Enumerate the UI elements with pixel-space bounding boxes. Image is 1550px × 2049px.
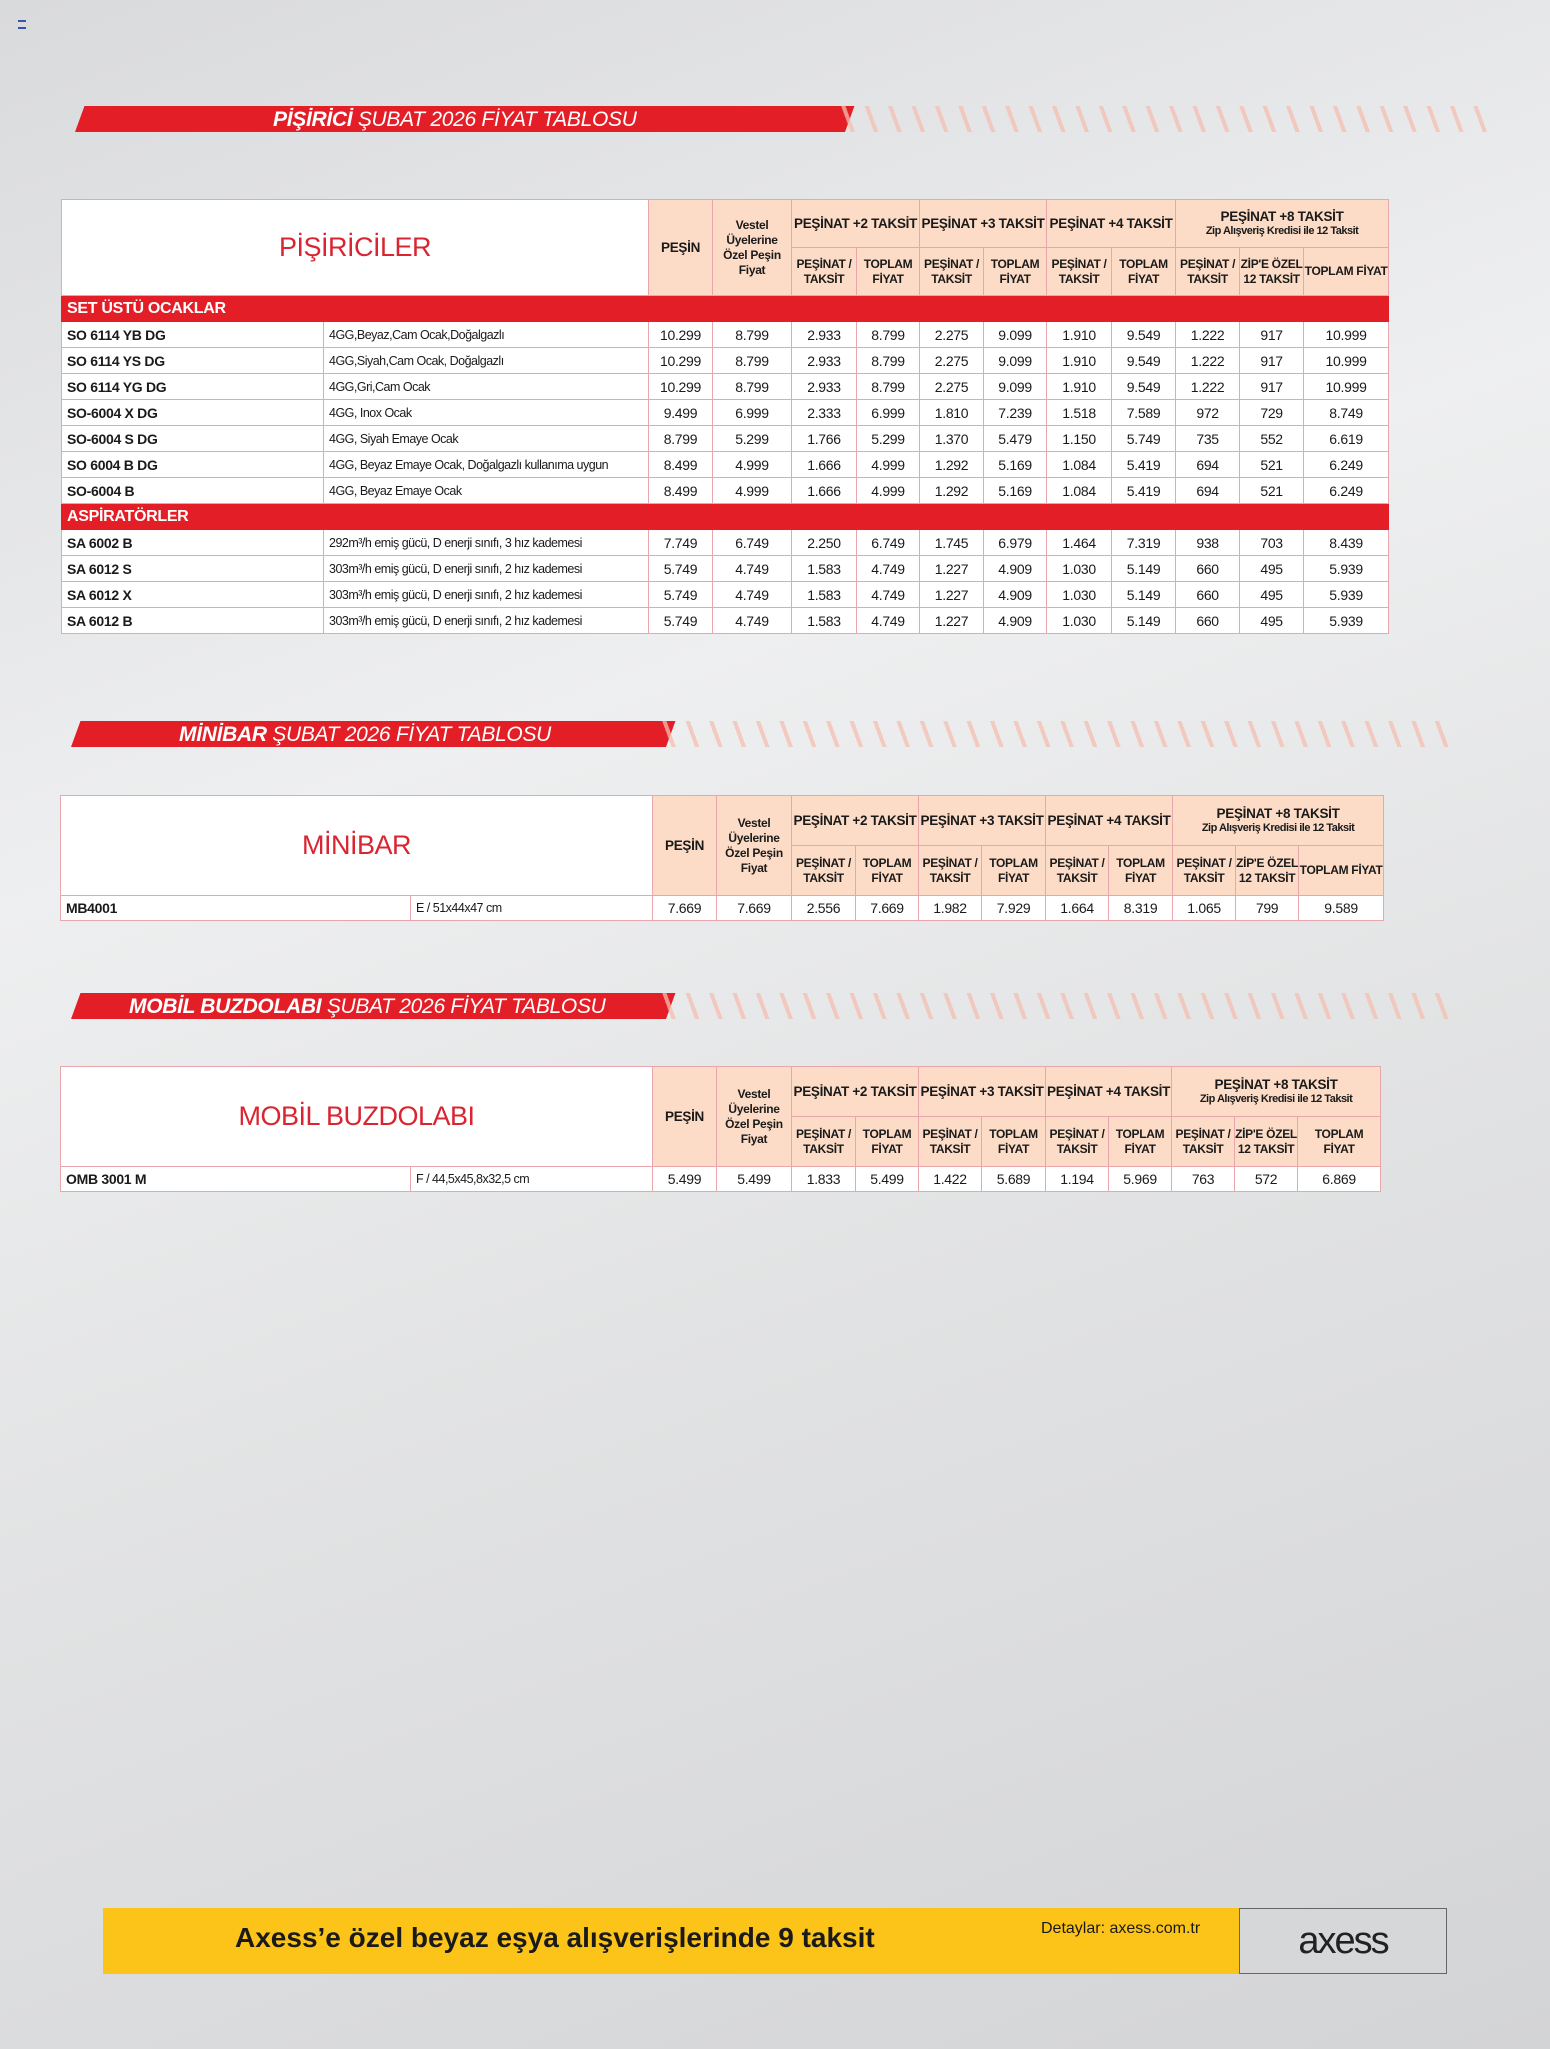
table-row bbox=[62, 374, 1389, 400]
column-subheader: ZİP'E ÖZEL 12 TAKSİT bbox=[1235, 1117, 1298, 1167]
price-cell: 9.099 bbox=[984, 374, 1047, 400]
column-group-header: PEŞİNAT +4 TAKSİT bbox=[1046, 796, 1173, 846]
column-subheader: TOPLAM FİYAT bbox=[1109, 846, 1173, 896]
price-cell: 5.499 bbox=[856, 1167, 919, 1192]
column-group-header bbox=[1173, 796, 1384, 846]
group-label: PEŞİNAT +8 TAKSİT bbox=[1216, 805, 1340, 821]
price-cell: 660 bbox=[1176, 556, 1240, 582]
model-name: MB4001 bbox=[61, 896, 411, 921]
price-cell: 5.939 bbox=[1304, 608, 1389, 634]
model-name: OMB 3001 M bbox=[61, 1167, 411, 1192]
column-group-header: PEŞİNAT +2 TAKSİT bbox=[792, 1067, 919, 1117]
price-cell: 1.292 bbox=[920, 478, 984, 504]
column-subheader: PEŞİNAT / TAKSİT bbox=[1046, 846, 1109, 896]
price-cell: 5.299 bbox=[713, 426, 792, 452]
column-subheader: TOPLAM FİYAT bbox=[982, 1117, 1046, 1167]
group-sublabel: Zip Alışveriş Kredisi ile 12 Taksit bbox=[1199, 1092, 1353, 1105]
banner-title-bold: PİŞİRİCİ bbox=[273, 108, 353, 131]
price-cell: 10.999 bbox=[1304, 348, 1389, 374]
model-description: 4GG, Beyaz Emaye Ocak, Doğalgazlı kullanıma uygun bbox=[324, 452, 649, 478]
model-description: 292m³/h emiş gücü, D enerji sınıfı, 3 hız kademesi bbox=[324, 530, 649, 556]
column-group-header: PEŞİNAT +3 TAKSİT bbox=[919, 1067, 1046, 1117]
column-subheader: PEŞİNAT / TAKSİT bbox=[792, 248, 857, 296]
price-cell: 5.169 bbox=[984, 478, 1047, 504]
price-cell: 1.766 bbox=[792, 426, 857, 452]
table-title: MOBİL BUZDOLABI bbox=[61, 1067, 653, 1167]
column-subheader: TOPLAM FİYAT bbox=[857, 248, 920, 296]
column-subheader: TOPLAM FİYAT bbox=[1298, 1117, 1381, 1167]
model-name: SO 6004 B DG bbox=[62, 452, 324, 478]
price-cell: 1.222 bbox=[1176, 322, 1240, 348]
price-cell: 7.669 bbox=[653, 896, 717, 921]
price-cell: 1.810 bbox=[920, 400, 984, 426]
model-description: 4GG, Siyah Emaye Ocak bbox=[324, 426, 649, 452]
column-subheader: TOPLAM FİYAT bbox=[1299, 846, 1384, 896]
pisirici-price-table bbox=[61, 199, 1389, 634]
table-row bbox=[62, 400, 1389, 426]
price-cell: 729 bbox=[1240, 400, 1304, 426]
price-cell: 1.422 bbox=[919, 1167, 982, 1192]
price-cell: 2.556 bbox=[792, 896, 856, 921]
price-cell: 8.319 bbox=[1109, 896, 1173, 921]
price-cell: 703 bbox=[1240, 530, 1304, 556]
column-group-header: PEŞİNAT +3 TAKSİT bbox=[919, 796, 1046, 846]
banner-minibar bbox=[61, 721, 1456, 747]
table-row bbox=[62, 530, 1389, 556]
model-description: 4GG,Gri,Cam Ocak bbox=[324, 374, 649, 400]
price-cell: 5.749 bbox=[649, 556, 713, 582]
column-group-header bbox=[1176, 200, 1389, 248]
axess-logo: axess bbox=[1239, 1908, 1447, 1974]
price-cell: 4.999 bbox=[713, 452, 792, 478]
banner-pisirici bbox=[65, 106, 1495, 132]
promo-message: Axess’e özel beyaz eşya alışverişlerinde 9 taksit bbox=[235, 1922, 875, 1953]
column-subheader: PEŞİNAT / TAKSİT bbox=[1176, 248, 1240, 296]
price-cell: 2.275 bbox=[920, 348, 984, 374]
banner-title-bold: MİNİBAR bbox=[179, 723, 267, 746]
price-cell: 5.749 bbox=[1112, 426, 1176, 452]
price-cell: 8.799 bbox=[713, 348, 792, 374]
price-cell: 8.799 bbox=[713, 322, 792, 348]
model-name: SO-6004 X DG bbox=[62, 400, 324, 426]
column-group-header: PEŞİNAT +4 TAKSİT bbox=[1046, 1067, 1172, 1117]
column-subheader: PEŞİNAT / TAKSİT bbox=[1173, 846, 1236, 896]
price-cell: 8.799 bbox=[857, 348, 920, 374]
price-cell: 1.227 bbox=[920, 582, 984, 608]
price-cell: 2.250 bbox=[792, 530, 857, 556]
model-description: 303m³/h emiş gücü, D enerji sınıfı, 2 hız kademesi bbox=[324, 608, 649, 634]
section-row bbox=[62, 296, 1389, 322]
price-cell: 1.833 bbox=[792, 1167, 856, 1192]
price-cell: 1.910 bbox=[1047, 374, 1112, 400]
price-cell: 1.030 bbox=[1047, 556, 1112, 582]
price-cell: 572 bbox=[1235, 1167, 1298, 1192]
table-row bbox=[62, 556, 1389, 582]
price-cell: 2.933 bbox=[792, 322, 857, 348]
price-cell: 799 bbox=[1236, 896, 1299, 921]
price-cell: 1.464 bbox=[1047, 530, 1112, 556]
price-cell: 1.518 bbox=[1047, 400, 1112, 426]
price-cell: 495 bbox=[1240, 608, 1304, 634]
table-row bbox=[62, 426, 1389, 452]
price-cell: 4.749 bbox=[857, 556, 920, 582]
banner-mobil-buzdolabi bbox=[61, 993, 1456, 1019]
price-cell: 8.799 bbox=[649, 426, 713, 452]
model-name: SA 6012 S bbox=[62, 556, 324, 582]
table-row bbox=[62, 452, 1389, 478]
model-description: 303m³/h emiş gücü, D enerji sınıfı, 2 hız kademesi bbox=[324, 582, 649, 608]
column-header-vestel: Vestel Üyelerine Özel Peşin Fiyat bbox=[717, 796, 792, 896]
price-cell: 938 bbox=[1176, 530, 1240, 556]
price-cell: 4.749 bbox=[713, 608, 792, 634]
promo-details-link[interactable]: Detaylar: axess.com.tr bbox=[1041, 1920, 1201, 1937]
price-cell: 5.939 bbox=[1304, 582, 1389, 608]
price-cell: 972 bbox=[1176, 400, 1240, 426]
column-group-header bbox=[1172, 1067, 1381, 1117]
price-cell: 5.149 bbox=[1112, 608, 1176, 634]
model-description: 303m³/h emiş gücü, D enerji sınıfı, 2 hız kademesi bbox=[324, 556, 649, 582]
model-name: SO 6114 YB DG bbox=[62, 322, 324, 348]
price-cell: 917 bbox=[1240, 374, 1304, 400]
price-cell: 10.299 bbox=[649, 322, 713, 348]
group-sublabel: Zip Alışveriş Kredisi ile 12 Taksit bbox=[1201, 821, 1355, 834]
table-row bbox=[62, 478, 1389, 504]
price-cell: 6.999 bbox=[713, 400, 792, 426]
price-cell: 1.227 bbox=[920, 556, 984, 582]
axess-promo-banner bbox=[103, 1908, 1447, 1974]
table-row bbox=[61, 1167, 1381, 1192]
table-row bbox=[62, 582, 1389, 608]
column-header-vestel: Vestel Üyelerine Özel Peşin Fiyat bbox=[717, 1067, 792, 1167]
price-cell: 8.799 bbox=[857, 374, 920, 400]
model-description: 4GG, Inox Ocak bbox=[324, 400, 649, 426]
column-header-vestel: Vestel Üyelerine Özel Peşin Fiyat bbox=[713, 200, 792, 296]
table-row bbox=[62, 322, 1389, 348]
price-cell: 1.982 bbox=[919, 896, 982, 921]
price-cell: 10.999 bbox=[1304, 322, 1389, 348]
price-cell: 5.149 bbox=[1112, 582, 1176, 608]
section-title: SET ÜSTÜ OCAKLAR bbox=[62, 296, 1389, 322]
column-subheader: TOPLAM FİYAT bbox=[1112, 248, 1176, 296]
price-cell: 4.749 bbox=[713, 556, 792, 582]
price-cell: 7.929 bbox=[982, 896, 1046, 921]
column-group-header: PEŞİNAT +3 TAKSİT bbox=[920, 200, 1047, 248]
model-description: 4GG,Siyah,Cam Ocak, Doğalgazlı bbox=[324, 348, 649, 374]
price-cell: 5.419 bbox=[1112, 478, 1176, 504]
price-cell: 7.239 bbox=[984, 400, 1047, 426]
price-cell: 1.084 bbox=[1047, 478, 1112, 504]
banner-title-rest: ŞUBAT 2026 FİYAT TABLOSU bbox=[326, 995, 606, 1018]
column-header-pesin: PEŞİN bbox=[653, 1067, 717, 1167]
menu-icon bbox=[18, 20, 26, 29]
column-subheader: TOPLAM FİYAT bbox=[1304, 248, 1389, 296]
model-description: E / 51x44x47 cm bbox=[411, 896, 653, 921]
model-name: SO 6114 YS DG bbox=[62, 348, 324, 374]
model-name: SA 6012 B bbox=[62, 608, 324, 634]
price-cell: 7.589 bbox=[1112, 400, 1176, 426]
banner-title-rest: ŞUBAT 2026 FİYAT TABLOSU bbox=[357, 108, 637, 131]
price-cell: 6.999 bbox=[857, 400, 920, 426]
price-cell: 9.549 bbox=[1112, 322, 1176, 348]
price-cell: 917 bbox=[1240, 348, 1304, 374]
price-cell: 1.666 bbox=[792, 452, 857, 478]
table-row bbox=[62, 348, 1389, 374]
price-cell: 1.583 bbox=[792, 556, 857, 582]
price-cell: 10.299 bbox=[649, 374, 713, 400]
table-title: MİNİBAR bbox=[61, 796, 653, 896]
price-cell: 10.299 bbox=[649, 348, 713, 374]
group-label: PEŞİNAT +8 TAKSİT bbox=[1214, 1076, 1338, 1092]
price-cell: 1.583 bbox=[792, 608, 857, 634]
model-name: SO-6004 S DG bbox=[62, 426, 324, 452]
price-cell: 8.439 bbox=[1304, 530, 1389, 556]
price-cell: 9.589 bbox=[1299, 896, 1384, 921]
price-cell: 1.583 bbox=[792, 582, 857, 608]
price-cell: 2.933 bbox=[792, 348, 857, 374]
price-cell: 1.910 bbox=[1047, 348, 1112, 374]
price-cell: 7.669 bbox=[717, 896, 792, 921]
column-subheader: TOPLAM FİYAT bbox=[856, 1117, 919, 1167]
price-cell: 6.979 bbox=[984, 530, 1047, 556]
price-cell: 552 bbox=[1240, 426, 1304, 452]
column-subheader: PEŞİNAT / TAKSİT bbox=[1046, 1117, 1109, 1167]
column-group-header: PEŞİNAT +2 TAKSİT bbox=[792, 200, 920, 248]
price-cell: 7.669 bbox=[856, 896, 919, 921]
price-cell: 1.222 bbox=[1176, 374, 1240, 400]
price-cell: 8.749 bbox=[1304, 400, 1389, 426]
price-cell: 8.799 bbox=[857, 322, 920, 348]
price-cell: 735 bbox=[1176, 426, 1240, 452]
price-cell: 9.099 bbox=[984, 322, 1047, 348]
price-cell: 1.910 bbox=[1047, 322, 1112, 348]
price-cell: 9.099 bbox=[984, 348, 1047, 374]
model-name: SA 6012 X bbox=[62, 582, 324, 608]
mobil-buzdolabi-price-table bbox=[60, 1066, 1381, 1192]
price-cell: 660 bbox=[1176, 582, 1240, 608]
price-cell: 2.275 bbox=[920, 322, 984, 348]
column-subheader: ZİP'E ÖZEL 12 TAKSİT bbox=[1236, 846, 1299, 896]
price-cell: 660 bbox=[1176, 608, 1240, 634]
price-cell: 6.249 bbox=[1304, 478, 1389, 504]
price-cell: 521 bbox=[1240, 478, 1304, 504]
column-subheader: PEŞİNAT / TAKSİT bbox=[792, 846, 856, 896]
price-cell: 8.499 bbox=[649, 478, 713, 504]
price-cell: 7.319 bbox=[1112, 530, 1176, 556]
model-description: 4GG, Beyaz Emaye Ocak bbox=[324, 478, 649, 504]
price-cell: 7.749 bbox=[649, 530, 713, 556]
column-subheader: TOPLAM FİYAT bbox=[1109, 1117, 1172, 1167]
model-name: SO 6114 YG DG bbox=[62, 374, 324, 400]
column-subheader: TOPLAM FİYAT bbox=[856, 846, 919, 896]
column-subheader: TOPLAM FİYAT bbox=[984, 248, 1047, 296]
column-subheader: PEŞİNAT / TAKSİT bbox=[920, 248, 984, 296]
price-cell: 694 bbox=[1176, 478, 1240, 504]
price-cell: 6.249 bbox=[1304, 452, 1389, 478]
column-group-header: PEŞİNAT +4 TAKSİT bbox=[1047, 200, 1176, 248]
price-cell: 4.999 bbox=[713, 478, 792, 504]
price-cell: 4.999 bbox=[857, 478, 920, 504]
model-name: SO-6004 B bbox=[62, 478, 324, 504]
price-cell: 2.275 bbox=[920, 374, 984, 400]
header-row bbox=[61, 1067, 1381, 1117]
price-cell: 1.666 bbox=[792, 478, 857, 504]
column-subheader: TOPLAM FİYAT bbox=[982, 846, 1046, 896]
price-cell: 495 bbox=[1240, 582, 1304, 608]
price-cell: 5.299 bbox=[857, 426, 920, 452]
price-cell: 8.799 bbox=[713, 374, 792, 400]
section-title: ASPİRATÖRLER bbox=[62, 504, 1389, 530]
model-description: 4GG,Beyaz,Cam Ocak,Doğalgazlı bbox=[324, 322, 649, 348]
price-cell: 1.150 bbox=[1047, 426, 1112, 452]
price-cell: 1.194 bbox=[1046, 1167, 1109, 1192]
price-cell: 763 bbox=[1172, 1167, 1235, 1192]
price-cell: 4.909 bbox=[984, 556, 1047, 582]
price-cell: 495 bbox=[1240, 556, 1304, 582]
banner-title-bold: MOBİL BUZDOLABI bbox=[129, 995, 322, 1018]
price-cell: 5.419 bbox=[1112, 452, 1176, 478]
price-cell: 6.749 bbox=[857, 530, 920, 556]
price-cell: 1.370 bbox=[920, 426, 984, 452]
price-cell: 917 bbox=[1240, 322, 1304, 348]
price-cell: 1.222 bbox=[1176, 348, 1240, 374]
column-subheader: PEŞİNAT / TAKSİT bbox=[919, 846, 982, 896]
minibar-price-table bbox=[60, 795, 1384, 921]
column-subheader: PEŞİNAT / TAKSİT bbox=[1047, 248, 1112, 296]
banner-title-rest: ŞUBAT 2026 FİYAT TABLOSU bbox=[272, 723, 552, 746]
price-cell: 4.999 bbox=[857, 452, 920, 478]
price-cell: 9.549 bbox=[1112, 348, 1176, 374]
price-cell: 2.933 bbox=[792, 374, 857, 400]
price-cell: 694 bbox=[1176, 452, 1240, 478]
price-cell: 4.749 bbox=[713, 582, 792, 608]
model-description: F / 44,5x45,8x32,5 cm bbox=[411, 1167, 653, 1192]
price-cell: 8.499 bbox=[649, 452, 713, 478]
price-cell: 1.030 bbox=[1047, 582, 1112, 608]
price-cell: 5.689 bbox=[982, 1167, 1046, 1192]
column-group-header: PEŞİNAT +2 TAKSİT bbox=[792, 796, 919, 846]
price-cell: 1.745 bbox=[920, 530, 984, 556]
price-cell: 4.909 bbox=[984, 582, 1047, 608]
price-cell: 9.499 bbox=[649, 400, 713, 426]
header-row bbox=[61, 796, 1384, 846]
column-subheader: PEŞİNAT / TAKSİT bbox=[1172, 1117, 1235, 1167]
price-cell: 5.969 bbox=[1109, 1167, 1172, 1192]
price-cell: 4.749 bbox=[857, 608, 920, 634]
price-cell: 5.499 bbox=[717, 1167, 792, 1192]
price-cell: 9.549 bbox=[1112, 374, 1176, 400]
header-row bbox=[62, 200, 1389, 248]
group-label: PEŞİNAT +8 TAKSİT bbox=[1220, 208, 1344, 224]
price-cell: 5.749 bbox=[649, 582, 713, 608]
price-cell: 5.169 bbox=[984, 452, 1047, 478]
table-row bbox=[61, 896, 1384, 921]
column-subheader: PEŞİNAT / TAKSİT bbox=[919, 1117, 982, 1167]
price-cell: 6.869 bbox=[1298, 1167, 1381, 1192]
column-subheader: PEŞİNAT / TAKSİT bbox=[792, 1117, 856, 1167]
price-cell: 1.227 bbox=[920, 608, 984, 634]
price-cell: 2.333 bbox=[792, 400, 857, 426]
column-header-pesin: PEŞİN bbox=[649, 200, 713, 296]
price-cell: 521 bbox=[1240, 452, 1304, 478]
price-cell: 1.030 bbox=[1047, 608, 1112, 634]
price-cell: 4.909 bbox=[984, 608, 1047, 634]
price-cell: 10.999 bbox=[1304, 374, 1389, 400]
section-row bbox=[62, 504, 1389, 530]
price-cell: 5.939 bbox=[1304, 556, 1389, 582]
column-header-pesin: PEŞİN bbox=[653, 796, 717, 896]
price-cell: 1.664 bbox=[1046, 896, 1109, 921]
table-title: PİŞİRİCİLER bbox=[62, 200, 649, 296]
price-cell: 5.479 bbox=[984, 426, 1047, 452]
price-cell: 5.149 bbox=[1112, 556, 1176, 582]
price-cell: 4.749 bbox=[857, 582, 920, 608]
price-cell: 1.292 bbox=[920, 452, 984, 478]
price-cell: 1.065 bbox=[1173, 896, 1236, 921]
group-sublabel: Zip Alışveriş Kredisi ile 12 Taksit bbox=[1205, 224, 1359, 237]
price-cell: 6.619 bbox=[1304, 426, 1389, 452]
price-cell: 5.749 bbox=[649, 608, 713, 634]
model-name: SA 6002 B bbox=[62, 530, 324, 556]
price-cell: 5.499 bbox=[653, 1167, 717, 1192]
price-cell: 6.749 bbox=[713, 530, 792, 556]
table-row bbox=[62, 608, 1389, 634]
price-cell: 1.084 bbox=[1047, 452, 1112, 478]
column-subheader: ZİP'E ÖZEL 12 TAKSİT bbox=[1240, 248, 1304, 296]
